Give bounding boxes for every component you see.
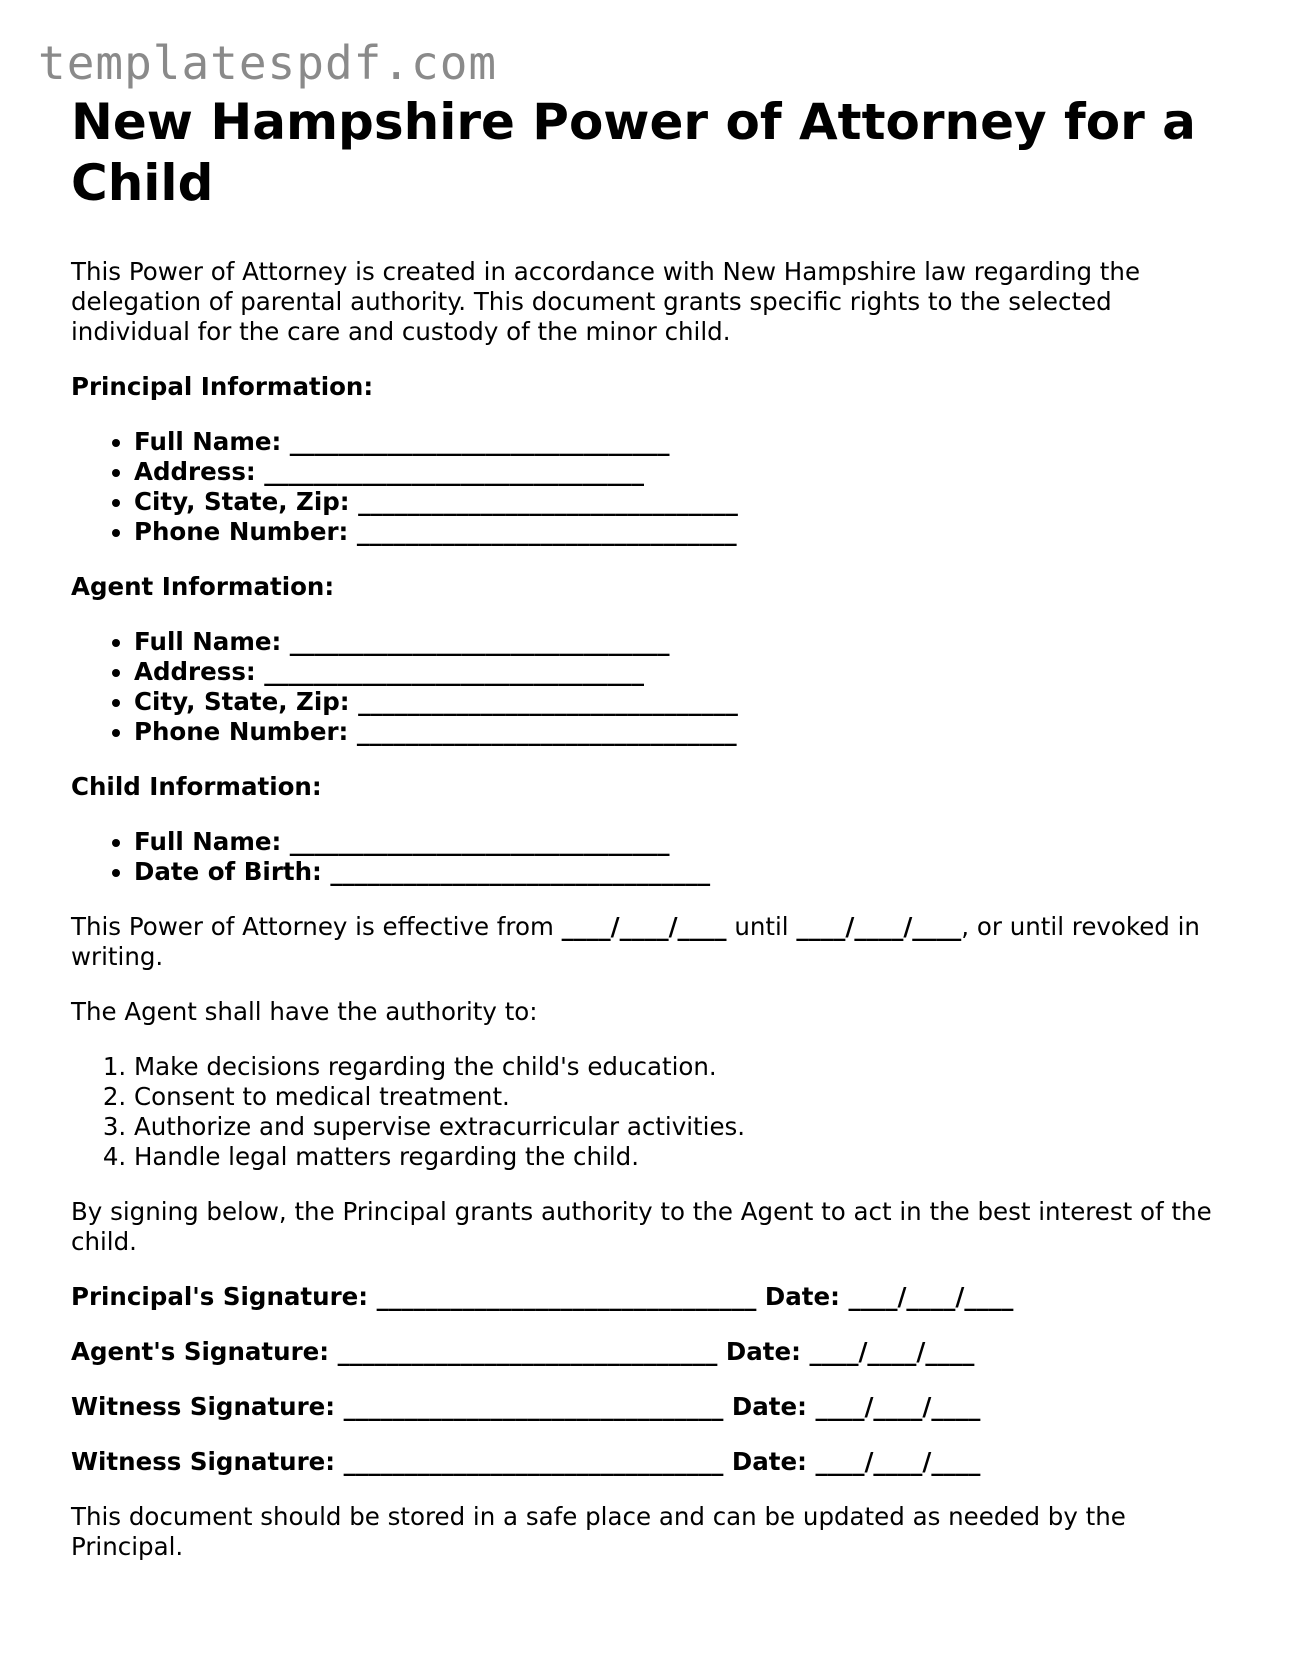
power-item: 3. Authorize and supervise extracurricular activities. bbox=[134, 1112, 1231, 1142]
effective-text-c: , or until revoked in writing. bbox=[71, 912, 1200, 971]
field-blank[interactable]: _______________________________ bbox=[330, 857, 711, 886]
field-label: Full Name: bbox=[134, 627, 282, 656]
agent-phone-field[interactable] bbox=[134, 717, 1231, 747]
principal-heading: Principal Information: bbox=[71, 372, 374, 401]
authority-intro: The Agent shall have the authority to: bbox=[71, 997, 538, 1026]
field-blank[interactable]: _______________________________ bbox=[358, 487, 738, 516]
power-item: 1. Make decisions regarding the child's education. bbox=[134, 1052, 1231, 1082]
field-blank[interactable]: _______________________________ bbox=[264, 457, 644, 486]
field-blank[interactable]: _______________________________ bbox=[356, 517, 737, 546]
child-dob-field[interactable] bbox=[134, 857, 1231, 887]
field-label: City, State, Zip: bbox=[134, 687, 350, 716]
signing-paragraph: By signing below, the Principal grants authority to the Agent to act in the best interest of the child. bbox=[71, 1197, 1212, 1256]
field-label: Phone Number: bbox=[134, 717, 349, 746]
document-title: New Hampshire Power of Attorney for a Child bbox=[71, 93, 1196, 212]
date-blank[interactable]: ____/____/____ bbox=[815, 1392, 981, 1421]
signature-line[interactable]: _______________________________ bbox=[343, 1447, 724, 1476]
field-label: Date of Birth: bbox=[134, 857, 322, 886]
agent-fields bbox=[71, 627, 1231, 747]
principal-full-name-field[interactable] bbox=[134, 427, 1231, 457]
principal-address-field[interactable] bbox=[134, 457, 1231, 487]
field-blank[interactable]: _______________________________ bbox=[289, 827, 670, 856]
field-blank[interactable]: _______________________________ bbox=[358, 687, 738, 716]
child-heading: Child Information: bbox=[71, 772, 322, 801]
agent-city-state-zip-field[interactable] bbox=[134, 687, 1231, 717]
signature-label: Principal's Signature: bbox=[71, 1282, 369, 1311]
signature-label: Agent's Signature: bbox=[71, 1337, 330, 1366]
footer-note: This document should be stored in a safe place and can be updated as needed by the Principal. bbox=[71, 1502, 1126, 1561]
field-label: Address: bbox=[134, 657, 256, 686]
field-label: City, State, Zip: bbox=[134, 487, 350, 516]
agent-heading: Agent Information: bbox=[71, 572, 335, 601]
principal-fields bbox=[71, 427, 1231, 547]
watermark: templatespdf.com bbox=[38, 36, 498, 90]
field-label: Full Name: bbox=[134, 827, 282, 856]
principal-city-state-zip-field[interactable] bbox=[134, 487, 1231, 517]
document-body bbox=[71, 92, 1231, 1562]
signature-line[interactable]: _______________________________ bbox=[343, 1392, 724, 1421]
agent-signature-row bbox=[71, 1337, 1231, 1367]
effective-period-paragraph bbox=[71, 912, 1231, 972]
effective-text-b: until bbox=[726, 912, 797, 941]
date-label: Date: bbox=[725, 1337, 801, 1366]
date-blank[interactable]: ____/____/____ bbox=[848, 1282, 1014, 1311]
effective-text-a: This Power of Attorney is effective from bbox=[71, 912, 562, 941]
date-label: Date: bbox=[731, 1392, 807, 1421]
effective-until-date-blank[interactable]: ____/____/____ bbox=[796, 912, 962, 941]
agent-full-name-field[interactable] bbox=[134, 627, 1231, 657]
date-blank[interactable]: ____/____/____ bbox=[815, 1447, 981, 1476]
field-label: Address: bbox=[134, 457, 256, 486]
signature-line[interactable]: _______________________________ bbox=[376, 1282, 757, 1311]
witness-signature-row bbox=[71, 1447, 1231, 1477]
principal-phone-field[interactable] bbox=[134, 517, 1231, 547]
field-label: Phone Number: bbox=[134, 517, 349, 546]
effective-from-date-blank[interactable]: ____/____/____ bbox=[561, 912, 727, 941]
field-blank[interactable]: _______________________________ bbox=[264, 657, 644, 686]
signature-label: Witness Signature: bbox=[71, 1447, 336, 1476]
date-blank[interactable]: ____/____/____ bbox=[809, 1337, 975, 1366]
intro-paragraph: This Power of Attorney is created in accordance with New Hampshire law regarding the delegation of parental authority. This document grants specific rights to the selected individual for the care and custody of the minor child. bbox=[71, 257, 1141, 346]
date-label: Date: bbox=[764, 1282, 840, 1311]
signature-line[interactable]: _______________________________ bbox=[337, 1337, 718, 1366]
powers-list bbox=[71, 1052, 1231, 1172]
agent-address-field[interactable] bbox=[134, 657, 1231, 687]
child-full-name-field[interactable] bbox=[134, 827, 1231, 857]
field-label: Full Name: bbox=[134, 427, 282, 456]
field-blank[interactable]: _______________________________ bbox=[289, 627, 670, 656]
field-blank[interactable]: _______________________________ bbox=[289, 427, 670, 456]
principal-signature-row bbox=[71, 1282, 1231, 1312]
witness-signature-row bbox=[71, 1392, 1231, 1422]
field-blank[interactable]: _______________________________ bbox=[356, 717, 737, 746]
signature-label: Witness Signature: bbox=[71, 1392, 336, 1421]
power-item: 2. Consent to medical treatment. bbox=[134, 1082, 1231, 1112]
power-item: 4. Handle legal matters regarding the child. bbox=[134, 1142, 1231, 1172]
child-fields bbox=[71, 827, 1231, 887]
date-label: Date: bbox=[731, 1447, 807, 1476]
